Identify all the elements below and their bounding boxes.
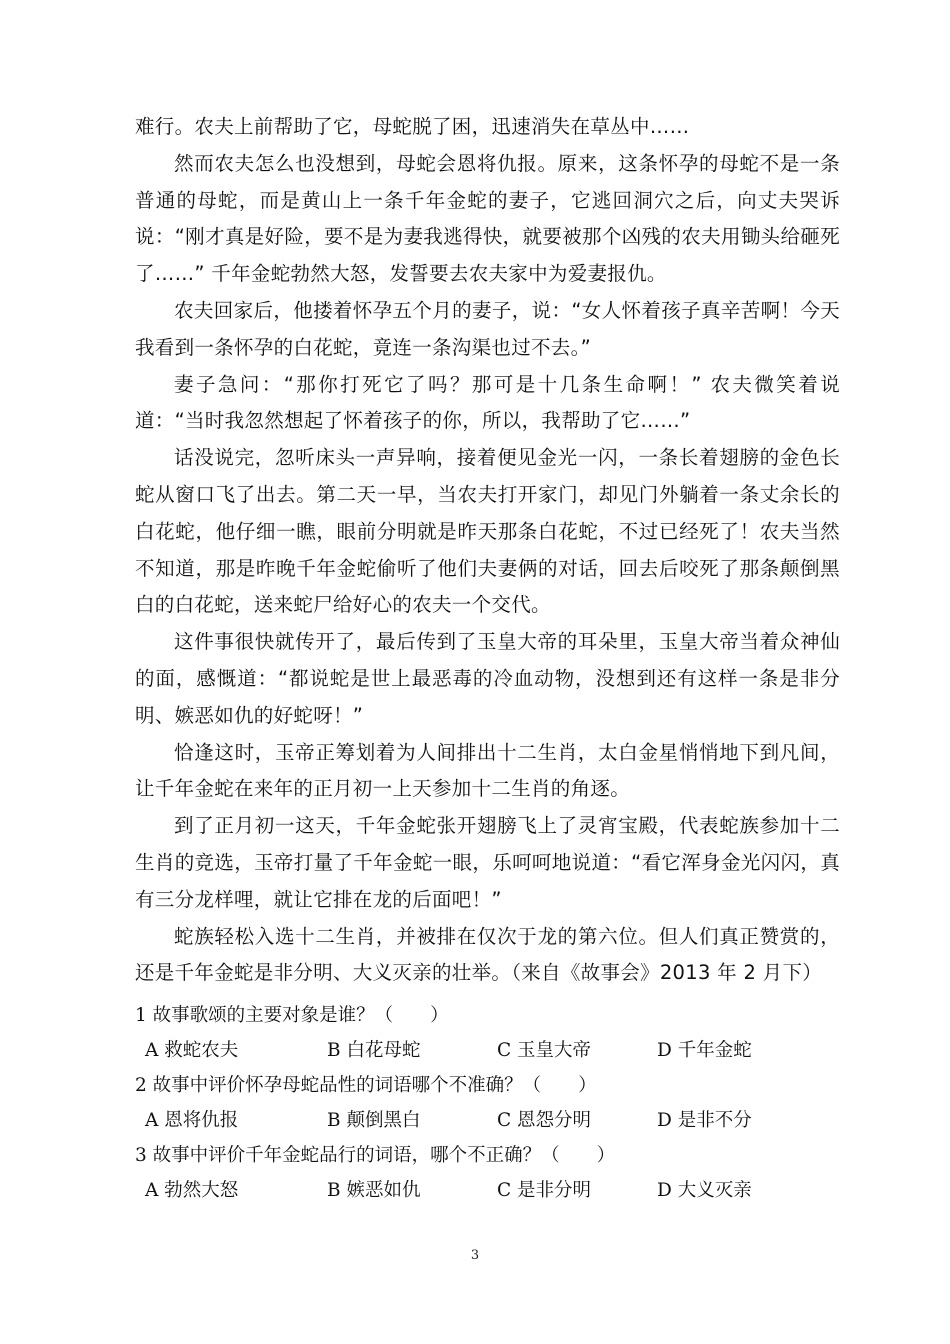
story-paragraph: 话没说完，忽听床头一声异响，接着便见金光一闪，一条长着翅膀的金色长蛇从窗口飞了出去。第二天一早，当农夫打开家门，却见门外躺着一条丈余长的白花蛇，他仔细一瞧，眼前分明就是昨天那条白花蛇，不过已经死了！农夫当然不知道，那是昨晚千年金蛇偷听了他们夫妻俩的对话，回去后咬死了那条颠倒黑白的白花蛇，送来蛇尸给好心的农夫一个交代。 — [135, 446, 840, 617]
option-a: A 勃然大怒 — [145, 1180, 239, 1201]
story-paragraph: 这件事很快就传开了，最后传到了玉皇大帝的耳朵里，玉皇大帝当着众神仙的面，感慨道：“都说蛇是世上最恶毒的冷血动物，没想到还有这样一条是非分明、嫉恶如仇的好蛇呀！” — [135, 630, 840, 727]
option-b: B 嫉恶如仇 — [327, 1180, 421, 1201]
story-paragraph: 农夫回家后，他搂着怀孕五个月的妻子，说：“女人怀着孩子真辛苦啊！今天我看到一条怀孕的白花蛇，竟连一条沟渠也过不去。” — [135, 298, 840, 359]
option-c: C 恩怨分明 — [497, 1110, 592, 1131]
option-a: A 恩将仇报 — [145, 1110, 239, 1131]
question-2: 2 故事中评价怀孕母蛇品性的词语哪个不准确？（ ） — [135, 1075, 597, 1096]
story-paragraph: 恰逢这时，玉帝正筹划着为人间排出十二生肖，太白金星悄悄地下到凡间，让千年金蛇在来年的正月初一上天参加十二生肖的角逐。 — [135, 740, 840, 801]
option-b: B 白花母蛇 — [327, 1040, 421, 1061]
story-paragraph: 蛇族轻松入选十二生肖，并被排在仅次于龙的第六位。但人们真正赞赏的，还是千年金蛇是非分明、大义灭亲的壮举。（来自《故事会》2013 年 2 月下） — [135, 924, 840, 985]
page-number: 3 — [470, 1248, 480, 1263]
question-1: 1 故事歌颂的主要对象是谁？（ ） — [135, 1005, 449, 1026]
option-a: A 救蛇农夫 — [145, 1040, 239, 1061]
story-paragraph: 到了正月初一这天，千年金蛇张开翅膀飞上了灵宵宝殿，代表蛇族参加十二生肖的竞选，玉帝打量了千年金蛇一眼，乐呵呵地说道：“看它浑身金光闪闪，真有三分龙样哩，就让它排在龙的后面吧！” — [135, 814, 840, 911]
option-d: D 千年金蛇 — [657, 1040, 752, 1061]
question-section — [135, 998, 840, 1208]
question-1-options — [135, 1033, 840, 1068]
option-c: C 玉皇大帝 — [497, 1040, 592, 1061]
story-paragraph: 难行。农夫上前帮助了它，母蛇脱了困，迅速消失在草丛中…… — [135, 115, 690, 138]
option-d: D 是非不分 — [657, 1110, 752, 1131]
question-2-options — [135, 1103, 840, 1138]
option-c: C 是非分明 — [497, 1180, 592, 1201]
question-3: 3 故事中评价千年金蛇品行的词语，哪个不正确？（ ） — [135, 1145, 616, 1166]
option-b: B 颠倒黑白 — [327, 1110, 421, 1131]
option-d: D 大义灭亲 — [657, 1180, 752, 1201]
story-text — [135, 109, 840, 992]
story-paragraph: 然而农夫怎么也没想到，母蛇会恩将仇报。原来，这条怀孕的母蛇不是一条普通的母蛇，而是黄山上一条千年金蛇的妻子，它逃回洞穴之后，向丈夫哭诉说：“刚才真是好险，要不是为妻我逃得快，就要被那个凶残的农夫用锄头给砸死了……” 千年金蛇勃然大怒，发誓要去农夫家中为爱妻报仇。 — [135, 151, 840, 286]
question-3-options — [135, 1173, 840, 1208]
story-paragraph: 妻子急问：“那你打死它了吗？那可是十几条生命啊！” 农夫微笑着说道：“当时我忽然想起了怀着孩子的你，所以，我帮助了它……” — [135, 372, 840, 433]
